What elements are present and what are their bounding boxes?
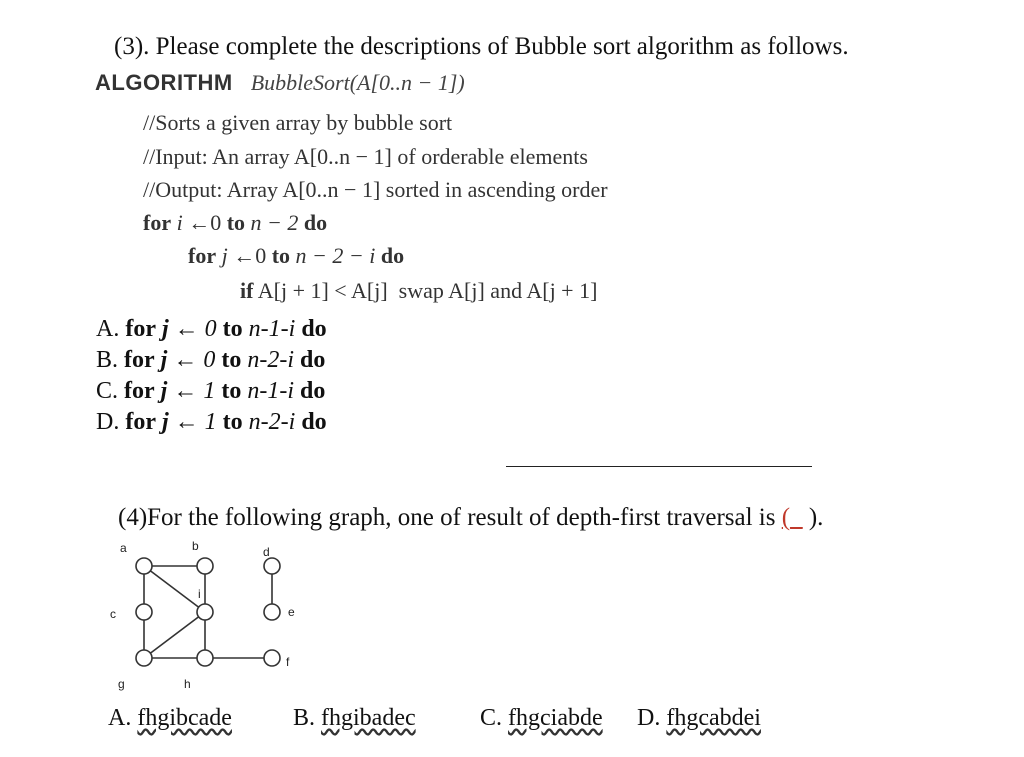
answer-blank-line[interactable]: [506, 466, 812, 467]
node-c: [136, 604, 152, 620]
answer-text: fhgcabdei: [666, 705, 761, 731]
algorithm-signature: BubbleSort(A[0..n − 1]): [250, 70, 465, 95]
outer-loop-line: [143, 210, 327, 236]
label-i: i: [198, 587, 201, 601]
kw-do: do: [380, 243, 405, 268]
loop-from: 0: [255, 243, 267, 268]
kw-for: for: [125, 316, 156, 342]
answer-letter: C.: [480, 705, 503, 731]
kw-if: if: [240, 278, 254, 303]
label-d: d: [263, 545, 270, 559]
option-a[interactable]: [96, 316, 327, 343]
assign-arrow: ←: [233, 243, 256, 268]
assign-arrow: ←: [173, 378, 198, 404]
answer-paren-blank[interactable]: _: [790, 504, 803, 531]
answer-text: fhgibcade: [137, 705, 232, 731]
loop-var: j: [162, 409, 169, 435]
assign-arrow: ←: [174, 316, 199, 342]
kw-for: for: [124, 347, 155, 373]
kw-do: do: [300, 378, 326, 404]
comment-line-input: //Input: An array A[0..n − 1] of orderable elements: [143, 144, 588, 169]
answer-paren-open: (: [781, 504, 791, 531]
node-f: [264, 650, 280, 666]
node-a: [136, 558, 152, 574]
kw-to: to: [271, 243, 291, 268]
assign-arrow: ←: [174, 409, 199, 435]
node-h: [197, 650, 213, 666]
kw-do: do: [303, 210, 328, 235]
answer-letter: D.: [637, 705, 661, 731]
answer-b[interactable]: [293, 705, 416, 732]
loop-to: n-1-i: [248, 316, 296, 342]
answer-c[interactable]: [480, 705, 603, 732]
node-e: [264, 604, 280, 620]
if-action: swap A[j] and A[j + 1]: [398, 278, 598, 303]
question-4-title: [118, 504, 823, 532]
loop-from: 1: [203, 378, 216, 404]
option-b[interactable]: [96, 347, 325, 374]
label-a: a: [120, 541, 127, 555]
label-h: h: [184, 677, 191, 691]
kw-do: do: [301, 409, 327, 435]
algorithm-keyword: ALGORITHM: [95, 70, 233, 95]
option-letter: B.: [96, 347, 119, 373]
kw-for: for: [143, 210, 172, 235]
inner-loop-line: [188, 243, 404, 269]
assign-arrow: ←: [188, 210, 211, 235]
question-3-title: (3). Please complete the descriptions of Bubble sort algorithm as follows.: [114, 33, 849, 60]
kw-to: to: [221, 378, 242, 404]
loop-to: n − 2: [250, 210, 299, 235]
label-c: c: [110, 607, 116, 621]
node-d: [264, 558, 280, 574]
kw-to: to: [221, 347, 242, 373]
kw-for: for: [125, 409, 156, 435]
label-f: f: [286, 655, 290, 669]
answer-letter: A.: [108, 705, 132, 731]
kw-do: do: [300, 347, 326, 373]
node-b: [197, 558, 213, 574]
option-letter: D.: [96, 409, 120, 435]
if-condition: A[j + 1] < A[j]: [257, 278, 388, 303]
label-g: g: [118, 677, 125, 691]
kw-do: do: [301, 316, 327, 342]
loop-var: j: [160, 378, 168, 404]
label-b: b: [192, 539, 199, 553]
assign-arrow: ←: [173, 347, 198, 373]
kw-for: for: [188, 243, 217, 268]
edge-a-i: [144, 566, 205, 612]
loop-var: i: [176, 210, 183, 235]
comment-line-sorts: //Sorts a given array by bubble sort: [143, 110, 453, 135]
kw-to: to: [222, 316, 243, 342]
kw-to: to: [222, 409, 243, 435]
label-e: e: [288, 605, 295, 619]
if-swap-line: [240, 278, 597, 304]
answer-text: fhgciabde: [508, 705, 603, 731]
option-d[interactable]: [96, 409, 327, 436]
loop-to: n-2-i: [247, 347, 294, 373]
loop-from: 0: [210, 210, 222, 235]
algorithm-header: [95, 70, 465, 96]
loop-var: j: [221, 243, 228, 268]
loop-to: n-1-i: [247, 378, 294, 404]
node-i: [197, 604, 213, 620]
loop-from: 0: [203, 347, 216, 373]
question-4-text: (4)For the following graph, one of result of depth-first traversal is: [118, 504, 782, 531]
loop-var: j: [160, 347, 168, 373]
kw-for: for: [124, 378, 155, 404]
loop-from: 0: [204, 316, 217, 342]
loop-to: n-2-i: [248, 409, 296, 435]
option-letter: C.: [96, 378, 119, 404]
comment-line-output: //Output: Array A[0..n − 1] sorted in ascending order: [143, 177, 608, 202]
answer-paren-close: ).: [808, 504, 824, 531]
option-c[interactable]: [96, 378, 325, 405]
loop-to: n − 2 − i: [295, 243, 376, 268]
graph-diagram: [100, 530, 320, 700]
node-g: [136, 650, 152, 666]
edge-g-i: [144, 612, 205, 658]
answer-letter: B.: [293, 705, 316, 731]
kw-to: to: [226, 210, 246, 235]
answer-a[interactable]: [108, 705, 232, 732]
option-letter: A.: [96, 316, 120, 342]
loop-from: 1: [204, 409, 217, 435]
answer-text: fhgibadec: [321, 705, 416, 731]
answer-d[interactable]: [637, 705, 761, 732]
loop-var: j: [162, 316, 169, 342]
